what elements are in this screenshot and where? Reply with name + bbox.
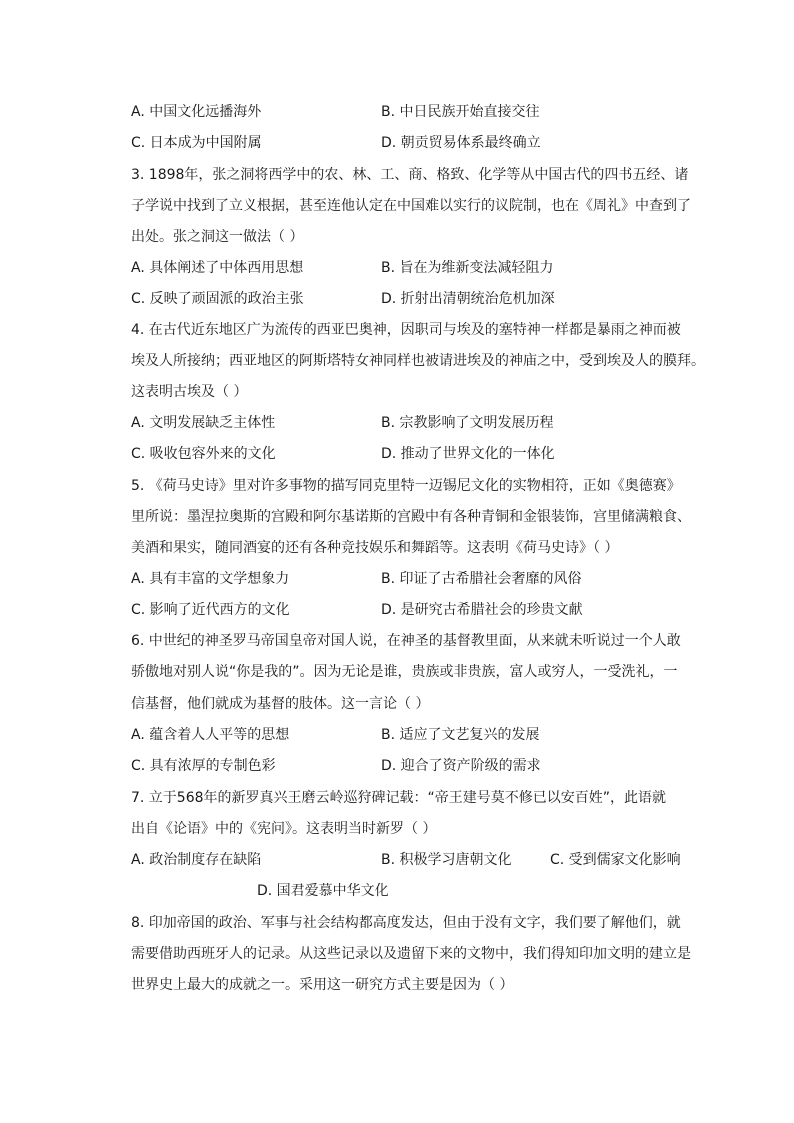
q4-stem-line-2: 埃及人所接纳；西亚地区的阿斯塔特女神同样也被请进埃及的神庙之中，受到埃及人的膜拜。 (131, 353, 705, 369)
q5-stem-line-3: 美酒和果实，随同酒宴的还有各种竞技娱乐和舞蹈等。这表明《荷马史诗》（ ） (131, 540, 619, 556)
q5-option-a: A. 具有丰富的文学想象力 (131, 571, 290, 587)
q3-option-b: B. 旨在为维新变法减轻阻力 (381, 260, 554, 276)
q4-stem-line-3: 这表明古埃及（ ） (131, 384, 248, 400)
q6-stem-line-2: 骄傲地对别人说“你是我的”。因为无论是谁，贵族或非贵族，富人或穷人，一受洗礼，一 (131, 664, 678, 680)
q8-stem-line-3: 世界史上最大的成就之一。采用这一研究方式主要是因为（ ） (131, 977, 514, 993)
q5-option-d: D. 是研究古希腊社会的珍贵文献 (381, 602, 583, 618)
q5-stem-line-2: 里所说：墨涅拉奥斯的宫殿和阿尔基诺斯的宫殿中有各种青铜和金银装饰，宫里储满粮食、 (131, 509, 691, 525)
q7-stem-line-2: 出自《论语》中的《宪问》。这表明当时新罗（ ） (131, 821, 437, 837)
q3-option-d: D. 折射出清朝统治危机加深 (381, 291, 555, 307)
q8-stem-line-2: 需要借助西班牙人的记录。从这些记录以及遗留下来的文物中，我们得知印加文明的建立是 (131, 946, 691, 962)
q4-option-a: A. 文明发展缺乏主体性 (131, 415, 276, 431)
q3-stem-line-2: 子学说中找到了立义根据，甚至连他认定在中国难以实行的议院制，也在《周礼》中查到了 (131, 198, 691, 214)
q2-option-c: C. 日本成为中国附属 (131, 135, 262, 151)
q5-option-b: B. 印证了古希腊社会奢靡的风俗 (381, 571, 582, 587)
q7-option-d: D. 国君爱慕中华文化 (257, 883, 389, 899)
q3-option-a: A. 具体阐述了中体西用思想 (131, 260, 304, 276)
q7-option-b: B. 积极学习唐朝文化 (381, 852, 512, 868)
q2-option-b: B. 中日民族开始直接交往 (381, 104, 540, 120)
q3-option-c: C. 反映了顽固派的政治主张 (131, 291, 304, 307)
q5-option-c: C. 影响了近代西方的文化 (131, 602, 290, 618)
q4-option-b: B. 宗教影响了文明发展历程 (381, 415, 554, 431)
q4-option-c: C. 吸收包容外来的文化 (131, 446, 276, 462)
q7-option-c: C. 受到儒家文化影响 (550, 852, 681, 868)
q8-stem-line-1: 8. 印加帝国的政治、军事与社会结构都高度发达，但由于没有文字，我们要了解他们，就 (131, 915, 681, 931)
q3-stem-line-1: 3. 1898年，张之洞将西学中的农、林、工、商、格致、化学等从中国古代的四书五经、诸 (131, 167, 689, 183)
q7-stem-line-1: 7. 立于568年的新罗真兴王磨云岭巡狩碑记载：“帝王建号莫不修已以安百姓”，此语就 (131, 790, 667, 806)
q6-option-d: D. 迎合了资产阶级的需求 (381, 758, 541, 774)
q4-option-d: D. 推动了世界文化的一体化 (381, 446, 555, 462)
q6-option-b: B. 适应了文艺复兴的发展 (381, 727, 540, 743)
q5-stem-line-1: 5. 《荷马史诗》里对许多事物的描写同克里特一迈锡尼文化的实物相符，正如《奥德赛》 (131, 478, 681, 494)
q6-option-c: C. 具有浓厚的专制色彩 (131, 758, 276, 774)
q2-option-d: D. 朝贡贸易体系最终确立 (381, 135, 541, 151)
q6-option-a: A. 蕴含着人人平等的思想 (131, 727, 290, 743)
q2-option-a: A. 中国文化远播海外 (131, 104, 262, 120)
q7-option-a: A. 政治制度存在缺陷 (131, 852, 262, 868)
q4-stem-line-1: 4. 在古代近东地区广为流传的西亚巴奥神，因职司与埃及的塞特神一样都是暴雨之神而被 (131, 322, 681, 338)
q3-stem-line-3: 出处。张之洞这一做法（ ） (131, 229, 304, 245)
q6-stem-line-3: 信基督，他们就成为基督的肢体。这一言论（ ） (131, 696, 430, 712)
q6-stem-line-1: 6. 中世纪的神圣罗马帝国皇帝对国人说，在神圣的基督教里面，从来就未听说过一个人敢 (131, 633, 681, 649)
